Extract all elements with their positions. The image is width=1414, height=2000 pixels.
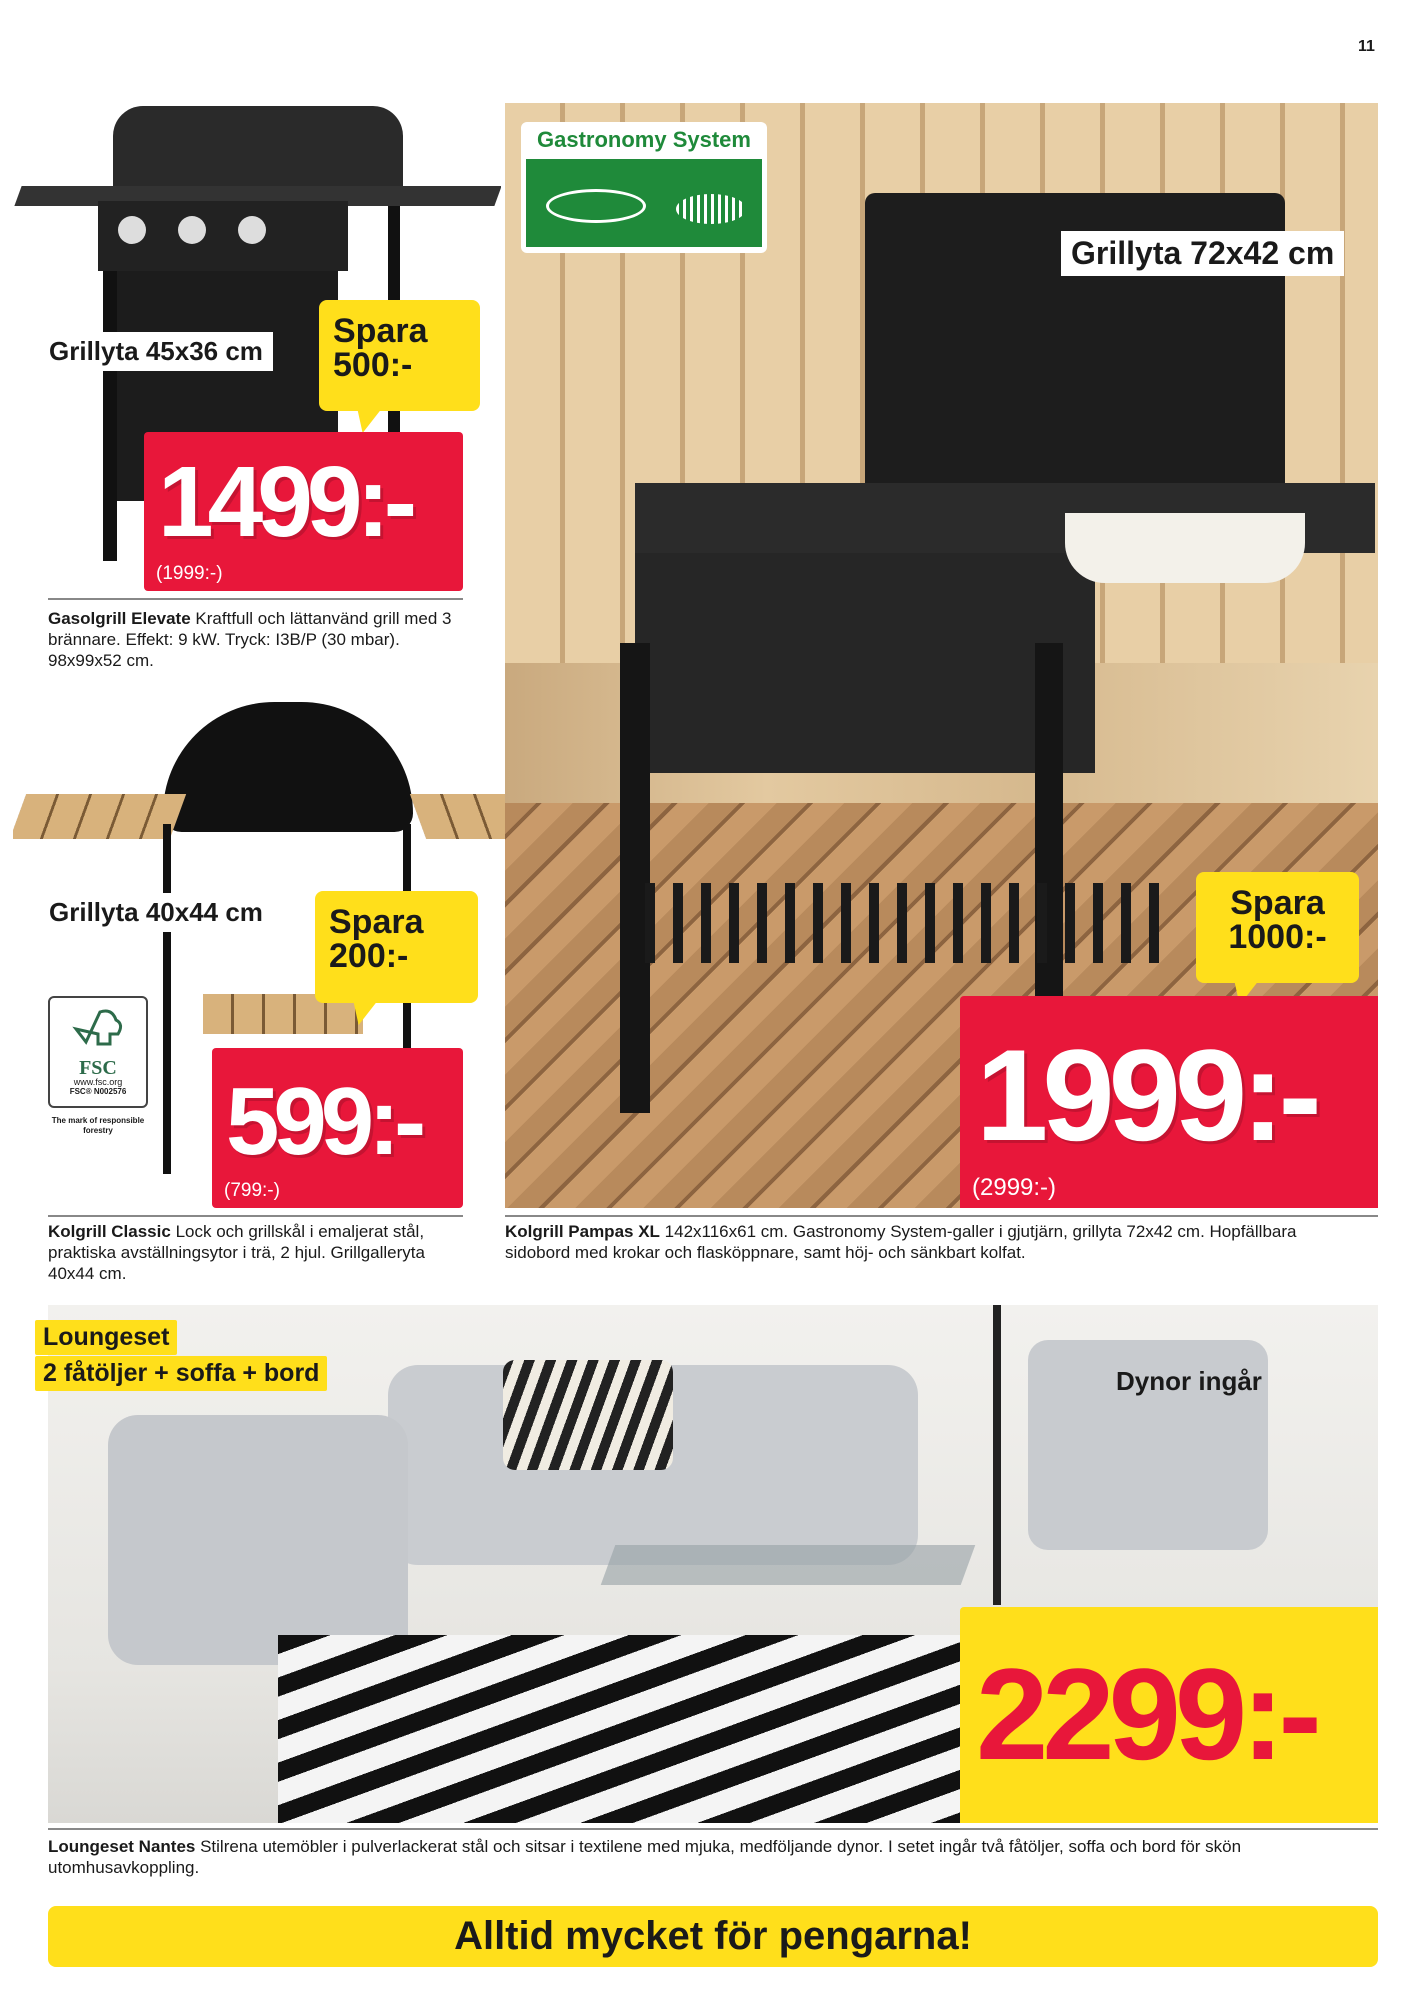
save-amount: 1000:- xyxy=(1228,918,1327,956)
grill-area-label-classic: Grillyta 40x44 cm xyxy=(39,893,273,932)
price: 1999:- xyxy=(976,1022,1316,1168)
divider xyxy=(48,598,463,600)
slogan-banner: Alltid mycket för pengarna! xyxy=(48,1906,1378,1967)
price-box-pampas xyxy=(960,996,1378,1208)
save-badge-pampas xyxy=(1196,872,1359,983)
gastronomy-system-badge xyxy=(521,122,767,253)
save-badge-classic xyxy=(315,891,478,1003)
price-box-classic xyxy=(212,1048,463,1208)
fsc-logo xyxy=(48,996,148,1144)
tree-checkmark-icon xyxy=(70,1004,126,1054)
page-number: 11 xyxy=(1358,38,1375,55)
save-badge-elevate xyxy=(319,300,480,411)
price: 599:- xyxy=(226,1068,421,1175)
product-description-elevate xyxy=(48,608,468,671)
grill-area-label-elevate: Grillyta 45x36 cm xyxy=(39,332,273,371)
grill-area-label-pampas: Grillyta 72x42 cm xyxy=(1061,231,1344,276)
gastronomy-grate-icon xyxy=(526,159,762,247)
fsc-url: www.fsc.org xyxy=(73,1077,123,1087)
fsc-tagline: The mark of responsible forestry xyxy=(51,1116,145,1135)
old-price: (799:-) xyxy=(224,1180,280,1201)
fsc-code: FSC® N002576 xyxy=(69,1087,127,1096)
product-description-classic xyxy=(48,1221,468,1284)
product-description-pampas xyxy=(505,1221,1365,1263)
cushion-label: Dynor ingår xyxy=(1116,1366,1262,1396)
old-price: (2999:-) xyxy=(972,1174,1057,1201)
save-label: Spara xyxy=(329,903,424,941)
product-name: Gasolgrill Elevate xyxy=(48,609,191,628)
save-label: Spara xyxy=(1230,884,1325,922)
save-label: Spara xyxy=(333,312,428,350)
product-text: Kraftfull och lättanvänd grill med 3 brännare. Effekt: 9 kW. Tryck: I3B/P (30 mbar). 98x99x52 cm. xyxy=(48,609,452,670)
price-box-loungeset xyxy=(960,1607,1378,1823)
product-name: Loungeset Nantes xyxy=(48,1837,196,1856)
price-box-elevate xyxy=(144,432,463,591)
price: 2299:- xyxy=(976,1641,1316,1787)
product-text: 142x116x61 cm. Gastronomy System-galler i gjutjärn, grillyta 72x42 cm. Hopfällbara sidobord med krokar och flasköppnare, samt höj- och sänkbart kolfat. xyxy=(505,1222,1297,1262)
price: 1499:- xyxy=(158,446,412,558)
save-amount: 500:- xyxy=(333,346,413,384)
product-name: Kolgrill Pampas XL xyxy=(505,1222,660,1241)
loungeset-label-2: 2 fåtöljer + soffa + bord xyxy=(35,1356,327,1391)
save-amount: 200:- xyxy=(329,937,409,975)
divider xyxy=(48,1215,463,1217)
old-price: (1999:-) xyxy=(156,563,223,584)
product-text: Stilrena utemöbler i pulverlackerat stål och sitsar i textilene med mjuka, medföljande dynor. I setet ingår två fåtöljer, soffa och bord för skön utomhusavkoppling. xyxy=(48,1837,1242,1877)
divider xyxy=(48,1828,1378,1830)
divider xyxy=(505,1215,1378,1217)
badge-title: Gastronomy System xyxy=(537,127,751,152)
product-description-loungeset xyxy=(48,1836,1368,1878)
product-text: Lock och grillskål i emaljerat stål, praktiska avställningsytor i trä, 2 hjul. Grillgalleryta 40x44 cm. xyxy=(48,1222,425,1283)
fsc-title: FSC xyxy=(79,1057,117,1079)
loungeset-label-1: Loungeset xyxy=(35,1320,177,1355)
product-name: Kolgrill Classic xyxy=(48,1222,171,1241)
